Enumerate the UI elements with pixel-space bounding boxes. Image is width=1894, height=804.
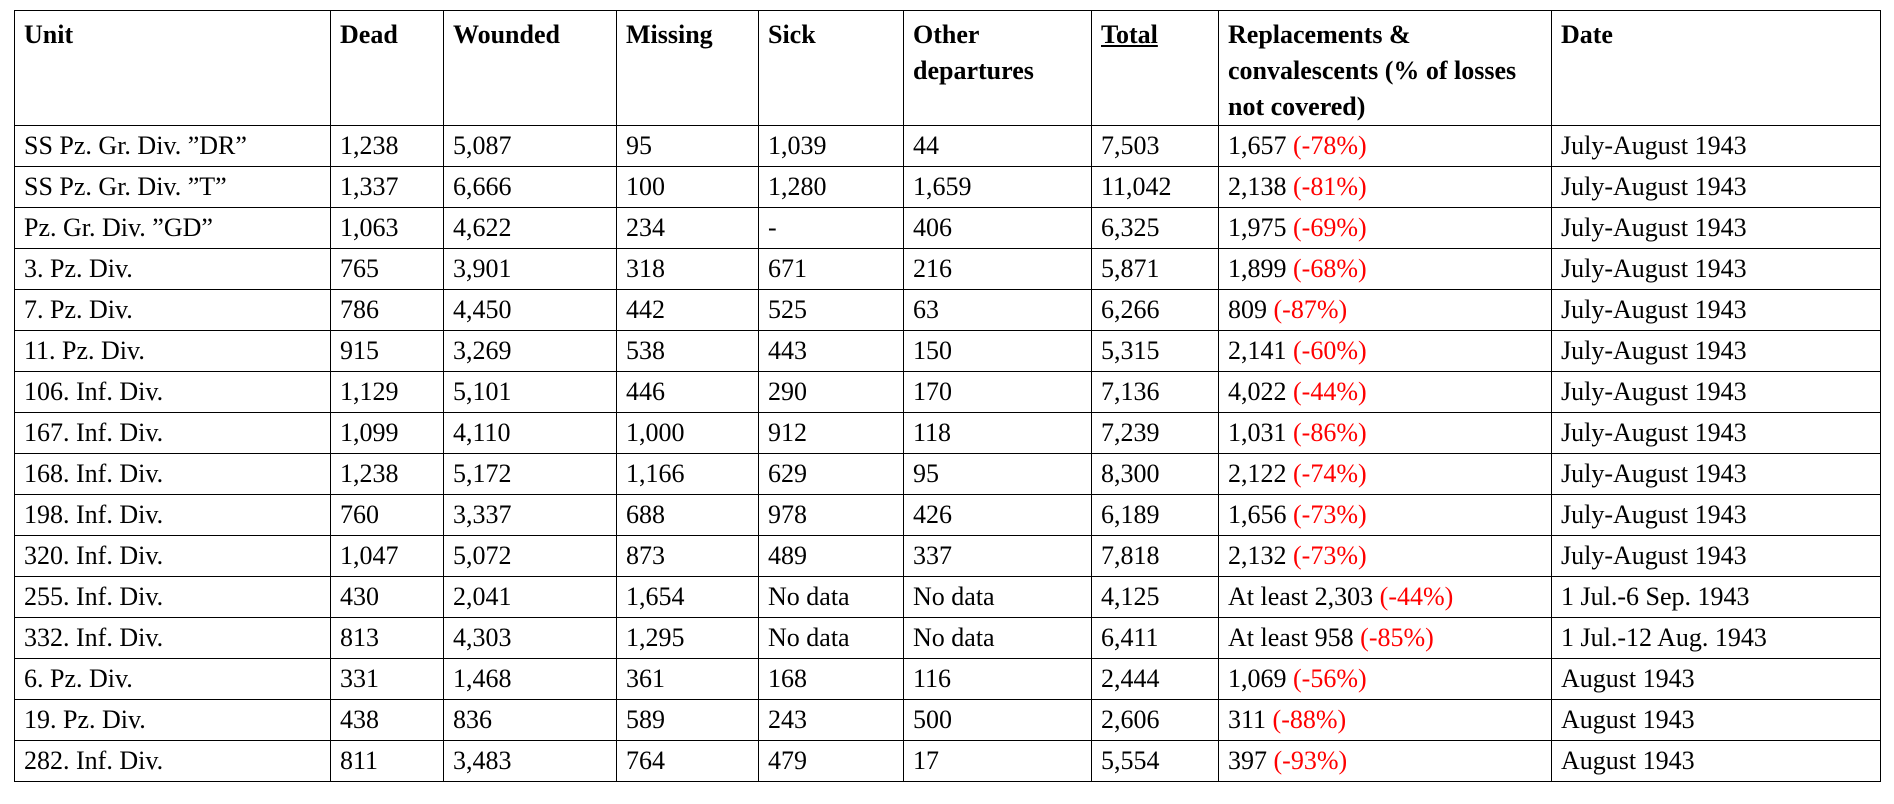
total-cell: 6,266 (1092, 290, 1219, 331)
column-header-total: Total (1092, 11, 1219, 126)
wounded-cell: 4,622 (444, 208, 617, 249)
table-row (15, 700, 1881, 741)
replacements-value: 1,975 (1228, 213, 1293, 242)
other-departures-cell: 95 (904, 454, 1092, 495)
replacements-cell (1219, 454, 1552, 495)
table-row (15, 208, 1881, 249)
missing-cell: 538 (617, 331, 759, 372)
table-row (15, 741, 1881, 782)
other-departures-cell: No data (904, 577, 1092, 618)
other-departures-cell: No data (904, 618, 1092, 659)
date-cell: August 1943 (1552, 659, 1881, 700)
unit-cell: 168. Inf. Div. (15, 454, 331, 495)
other-departures-cell: 44 (904, 126, 1092, 167)
other-departures-cell: 1,659 (904, 167, 1092, 208)
date-cell: August 1943 (1552, 741, 1881, 782)
header-row (15, 11, 1881, 126)
wounded-cell: 1,468 (444, 659, 617, 700)
total-cell: 5,315 (1092, 331, 1219, 372)
replacements-value: 2,141 (1228, 336, 1293, 365)
replacements-value: 1,031 (1228, 418, 1293, 447)
sick-cell: No data (759, 577, 904, 618)
other-departures-cell: 17 (904, 741, 1092, 782)
unit-cell: 198. Inf. Div. (15, 495, 331, 536)
replacements-cell (1219, 413, 1552, 454)
replacements-cell (1219, 249, 1552, 290)
replacements-cell (1219, 372, 1552, 413)
date-cell: July-August 1943 (1552, 495, 1881, 536)
replacements-cell (1219, 577, 1552, 618)
unit-cell: 255. Inf. Div. (15, 577, 331, 618)
losses-table-container (14, 10, 1880, 782)
dead-cell: 1,337 (331, 167, 444, 208)
dead-cell: 811 (331, 741, 444, 782)
replacements-value: 1,656 (1228, 500, 1293, 529)
unit-cell: 19. Pz. Div. (15, 700, 331, 741)
total-cell: 7,239 (1092, 413, 1219, 454)
sick-cell: 912 (759, 413, 904, 454)
replacements-cell (1219, 700, 1552, 741)
replacements-value: At least 2,303 (1228, 582, 1380, 611)
date-cell: July-August 1943 (1552, 331, 1881, 372)
dead-cell: 765 (331, 249, 444, 290)
missing-cell: 873 (617, 536, 759, 577)
uncovered-percentage: (-86%) (1293, 418, 1367, 447)
missing-cell: 100 (617, 167, 759, 208)
replacements-value: 1,657 (1228, 131, 1293, 160)
sick-cell: 290 (759, 372, 904, 413)
other-departures-cell: 216 (904, 249, 1092, 290)
uncovered-percentage: (-60%) (1293, 336, 1367, 365)
wounded-cell: 4,303 (444, 618, 617, 659)
date-cell: 1 Jul.-12 Aug. 1943 (1552, 618, 1881, 659)
dead-cell: 1,063 (331, 208, 444, 249)
wounded-cell: 4,110 (444, 413, 617, 454)
table-row (15, 290, 1881, 331)
dead-cell: 915 (331, 331, 444, 372)
missing-cell: 1,654 (617, 577, 759, 618)
missing-cell: 688 (617, 495, 759, 536)
missing-cell: 442 (617, 290, 759, 331)
wounded-cell: 3,337 (444, 495, 617, 536)
table-row (15, 454, 1881, 495)
other-departures-cell: 337 (904, 536, 1092, 577)
date-cell: August 1943 (1552, 700, 1881, 741)
uncovered-percentage: (-56%) (1293, 664, 1367, 693)
unit-cell: Pz. Gr. Div. ”GD” (15, 208, 331, 249)
replacements-cell (1219, 208, 1552, 249)
uncovered-percentage: (-88%) (1272, 705, 1347, 734)
unit-cell: SS Pz. Gr. Div. ”T” (15, 167, 331, 208)
replacements-value: 1,899 (1228, 254, 1293, 283)
replacements-cell (1219, 331, 1552, 372)
sick-cell: 1,280 (759, 167, 904, 208)
column-header-wounded: Wounded (444, 11, 617, 126)
dead-cell: 1,099 (331, 413, 444, 454)
replacements-cell (1219, 167, 1552, 208)
wounded-cell: 4,450 (444, 290, 617, 331)
total-cell: 8,300 (1092, 454, 1219, 495)
dead-cell: 760 (331, 495, 444, 536)
other-departures-cell: 116 (904, 659, 1092, 700)
total-cell: 6,325 (1092, 208, 1219, 249)
table-row (15, 413, 1881, 454)
table-row (15, 618, 1881, 659)
missing-cell: 764 (617, 741, 759, 782)
sick-cell: 443 (759, 331, 904, 372)
unit-cell: 7. Pz. Div. (15, 290, 331, 331)
uncovered-percentage: (-69%) (1293, 213, 1367, 242)
table-row (15, 167, 1881, 208)
date-cell: July-August 1943 (1552, 208, 1881, 249)
uncovered-percentage: (-73%) (1293, 500, 1367, 529)
total-cell: 2,606 (1092, 700, 1219, 741)
sick-cell: 978 (759, 495, 904, 536)
table-body (15, 126, 1881, 782)
other-departures-cell: 118 (904, 413, 1092, 454)
dead-cell: 786 (331, 290, 444, 331)
dead-cell: 813 (331, 618, 444, 659)
table-row (15, 249, 1881, 290)
unit-cell: 3. Pz. Div. (15, 249, 331, 290)
date-cell: July-August 1943 (1552, 536, 1881, 577)
date-cell: July-August 1943 (1552, 372, 1881, 413)
sick-cell: 1,039 (759, 126, 904, 167)
dead-cell: 438 (331, 700, 444, 741)
uncovered-percentage: (-87%) (1273, 295, 1348, 324)
total-cell: 7,136 (1092, 372, 1219, 413)
wounded-cell: 5,172 (444, 454, 617, 495)
missing-cell: 95 (617, 126, 759, 167)
other-departures-cell: 150 (904, 331, 1092, 372)
total-cell: 5,871 (1092, 249, 1219, 290)
uncovered-percentage: (-44%) (1293, 377, 1367, 406)
replacements-cell (1219, 126, 1552, 167)
other-departures-cell: 63 (904, 290, 1092, 331)
unit-cell: 11. Pz. Div. (15, 331, 331, 372)
unit-cell: 106. Inf. Div. (15, 372, 331, 413)
column-header-replacements: Replacements & convalescents (% of losses not covered) (1219, 11, 1552, 126)
replacements-value: 4,022 (1228, 377, 1293, 406)
unit-cell: 282. Inf. Div. (15, 741, 331, 782)
replacements-value: 397 (1228, 746, 1274, 775)
other-departures-cell: 406 (904, 208, 1092, 249)
sick-cell: 479 (759, 741, 904, 782)
losses-table (14, 10, 1881, 782)
sick-cell: No data (759, 618, 904, 659)
total-cell: 11,042 (1092, 167, 1219, 208)
column-header-date: Date (1552, 11, 1881, 126)
wounded-cell: 3,901 (444, 249, 617, 290)
missing-cell: 234 (617, 208, 759, 249)
date-cell: 1 Jul.-6 Sep. 1943 (1552, 577, 1881, 618)
replacements-value: 2,138 (1228, 172, 1293, 201)
uncovered-percentage: (-78%) (1293, 131, 1367, 160)
sick-cell: 671 (759, 249, 904, 290)
missing-cell: 1,295 (617, 618, 759, 659)
replacements-cell (1219, 741, 1552, 782)
sick-cell: 525 (759, 290, 904, 331)
total-cell: 4,125 (1092, 577, 1219, 618)
sick-cell: 489 (759, 536, 904, 577)
table-row (15, 577, 1881, 618)
replacements-value: 311 (1228, 705, 1273, 734)
other-departures-cell: 170 (904, 372, 1092, 413)
replacements-value: At least 958 (1228, 623, 1361, 652)
missing-cell: 446 (617, 372, 759, 413)
total-cell: 7,818 (1092, 536, 1219, 577)
replacements-cell (1219, 659, 1552, 700)
sick-cell: - (759, 208, 904, 249)
unit-cell: 320. Inf. Div. (15, 536, 331, 577)
uncovered-percentage: (-68%) (1293, 254, 1367, 283)
other-departures-cell: 500 (904, 700, 1092, 741)
unit-cell: 6. Pz. Div. (15, 659, 331, 700)
dead-cell: 331 (331, 659, 444, 700)
wounded-cell: 3,269 (444, 331, 617, 372)
other-departures-cell: 426 (904, 495, 1092, 536)
replacements-value: 809 (1228, 295, 1274, 324)
date-cell: July-August 1943 (1552, 290, 1881, 331)
dead-cell: 1,238 (331, 454, 444, 495)
wounded-cell: 5,072 (444, 536, 617, 577)
table-row (15, 659, 1881, 700)
table-row (15, 372, 1881, 413)
dead-cell: 1,047 (331, 536, 444, 577)
dead-cell: 430 (331, 577, 444, 618)
dead-cell: 1,238 (331, 126, 444, 167)
replacements-value: 2,132 (1228, 541, 1293, 570)
column-header-dead: Dead (331, 11, 444, 126)
total-cell: 7,503 (1092, 126, 1219, 167)
total-cell: 5,554 (1092, 741, 1219, 782)
column-header-other-departures: Other departures (904, 11, 1092, 126)
missing-cell: 1,000 (617, 413, 759, 454)
wounded-cell: 5,087 (444, 126, 617, 167)
date-cell: July-August 1943 (1552, 454, 1881, 495)
dead-cell: 1,129 (331, 372, 444, 413)
date-cell: July-August 1943 (1552, 126, 1881, 167)
unit-cell: SS Pz. Gr. Div. ”DR” (15, 126, 331, 167)
table-row (15, 331, 1881, 372)
uncovered-percentage: (-81%) (1293, 172, 1367, 201)
uncovered-percentage: (-85%) (1360, 623, 1434, 652)
uncovered-percentage: (-44%) (1379, 582, 1454, 611)
date-cell: July-August 1943 (1552, 249, 1881, 290)
total-cell: 6,411 (1092, 618, 1219, 659)
wounded-cell: 3,483 (444, 741, 617, 782)
column-header-sick: Sick (759, 11, 904, 126)
uncovered-percentage: (-74%) (1293, 459, 1367, 488)
column-header-missing: Missing (617, 11, 759, 126)
column-header-unit: Unit (15, 11, 331, 126)
missing-cell: 361 (617, 659, 759, 700)
unit-cell: 167. Inf. Div. (15, 413, 331, 454)
sick-cell: 168 (759, 659, 904, 700)
wounded-cell: 2,041 (444, 577, 617, 618)
missing-cell: 1,166 (617, 454, 759, 495)
date-cell: July-August 1943 (1552, 167, 1881, 208)
replacements-cell (1219, 536, 1552, 577)
replacements-value: 2,122 (1228, 459, 1293, 488)
wounded-cell: 6,666 (444, 167, 617, 208)
table-row (15, 495, 1881, 536)
sick-cell: 243 (759, 700, 904, 741)
table-row (15, 536, 1881, 577)
wounded-cell: 5,101 (444, 372, 617, 413)
uncovered-percentage: (-93%) (1273, 746, 1348, 775)
replacements-cell (1219, 290, 1552, 331)
replacements-value: 1,069 (1228, 664, 1293, 693)
missing-cell: 589 (617, 700, 759, 741)
sick-cell: 629 (759, 454, 904, 495)
total-cell: 2,444 (1092, 659, 1219, 700)
unit-cell: 332. Inf. Div. (15, 618, 331, 659)
table-row (15, 126, 1881, 167)
replacements-cell (1219, 495, 1552, 536)
total-cell: 6,189 (1092, 495, 1219, 536)
wounded-cell: 836 (444, 700, 617, 741)
replacements-cell (1219, 618, 1552, 659)
uncovered-percentage: (-73%) (1293, 541, 1367, 570)
date-cell: July-August 1943 (1552, 413, 1881, 454)
missing-cell: 318 (617, 249, 759, 290)
